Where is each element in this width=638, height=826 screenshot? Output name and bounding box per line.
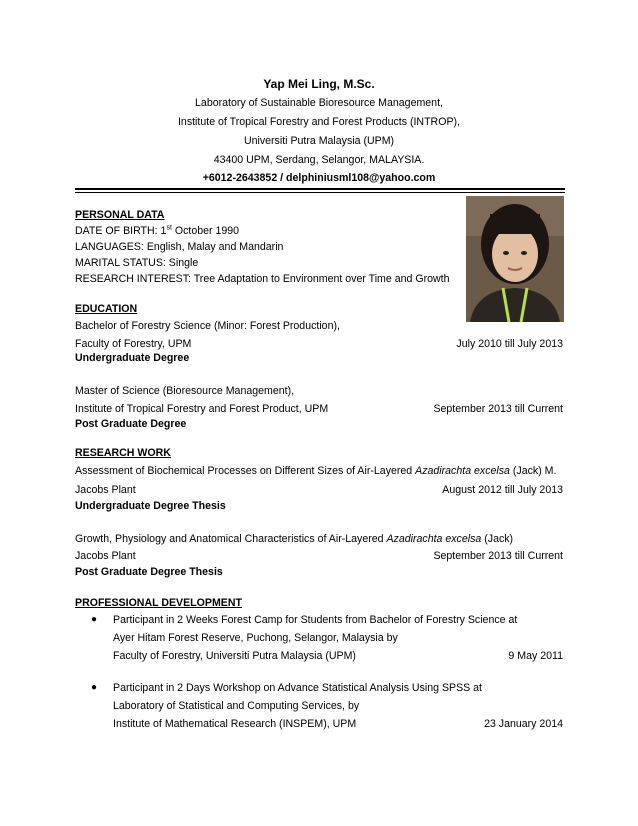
research-item-date: August 2012 till July 2013 [442,484,563,496]
research-item-date: September 2013 till Current [433,550,563,562]
contact-line: +6012-2643852 / delphiniusml108@yahoo.com [202,172,436,184]
education-item-degree: Post Graduate Degree [75,418,187,430]
languages: LANGUAGES: English, Malay and Mandarin [75,241,284,253]
header-divider [75,188,565,190]
education-item-date: September 2013 till Current [433,403,563,415]
research-item-thesis: Undergraduate Degree Thesis [75,500,226,512]
professional-item-date: 23 January 2014 [484,718,563,730]
education-item-institution: Institute of Tropical Forestry and Forest Product, UPM [75,403,329,415]
address-line-4: 43400 UPM, Serdang, Selangor, MALAYSIA. [213,154,425,166]
address-line-3: Universiti Putra Malaysia (UPM) [243,135,395,147]
professional-item-line: Participant in 2 Days Workshop on Advance Statistical Analysis Using SPSS at [113,682,483,694]
research-heading: RESEARCH WORK [75,447,171,459]
education-item-date: July 2010 till July 2013 [456,338,563,350]
education-item-institution: Faculty of Forestry, UPM [75,338,192,350]
research-item-title: Growth, Physiology and Anatomical Characteristics of Air-Layered Azadirachta excelsa (Jack) [75,533,514,545]
professional-heading: PROFESSIONAL DEVELOPMENT [75,597,242,609]
research-item-title-cont: Jacobs Plant [75,550,136,562]
professional-item-line: Faculty of Forestry, Universiti Putra Malaysia (UPM) [113,650,356,662]
personal-data-heading: PERSONAL DATA [75,209,165,221]
professional-item-line: Institute of Mathematical Research (INSPEM), UPM [113,718,357,730]
date-of-birth: DATE OF BIRTH: 1st October 1990 [75,224,240,237]
address-line-2: Institute of Tropical Forestry and Forest Products (INTROP), [177,116,460,128]
education-item-degree: Undergraduate Degree [75,352,190,364]
professional-item-line: Laboratory of Statistical and Computing Services, by [113,700,360,712]
research-item-title-cont: Jacobs Plant [75,484,136,496]
research-item-title: Assessment of Biochemical Processes on Different Sizes of Air-Layered Azadirachta excelsa (Jack) M. [75,465,557,477]
research-item-thesis: Post Graduate Degree Thesis [75,566,223,578]
marital-status: MARITAL STATUS: Single [75,257,199,269]
professional-item-line: Ayer Hitam Forest Reserve, Puchong, Selangor, Malaysia by [113,632,398,644]
bullet-icon: ● [91,682,98,693]
bullet-icon: ● [91,614,98,625]
professional-item-line: Participant in 2 Weeks Forest Camp for Students from Bachelor of Forestry Science at [113,614,518,626]
education-heading: EDUCATION [75,303,138,315]
person-name: Yap Mei Ling, M.Sc. [263,77,375,91]
education-item-line: Bachelor of Forestry Science (Minor: Forest Production), [75,320,340,332]
header-divider-thin [75,192,565,193]
research-interest: RESEARCH INTEREST: Tree Adaptation to Environment over Time and Growth [75,273,450,285]
professional-item-date: 9 May 2011 [508,650,563,662]
profile-photo [466,196,564,322]
education-item-line: Master of Science (Bioresource Management), [75,385,295,397]
address-line-1: Laboratory of Sustainable Bioresource Management, [195,97,443,109]
